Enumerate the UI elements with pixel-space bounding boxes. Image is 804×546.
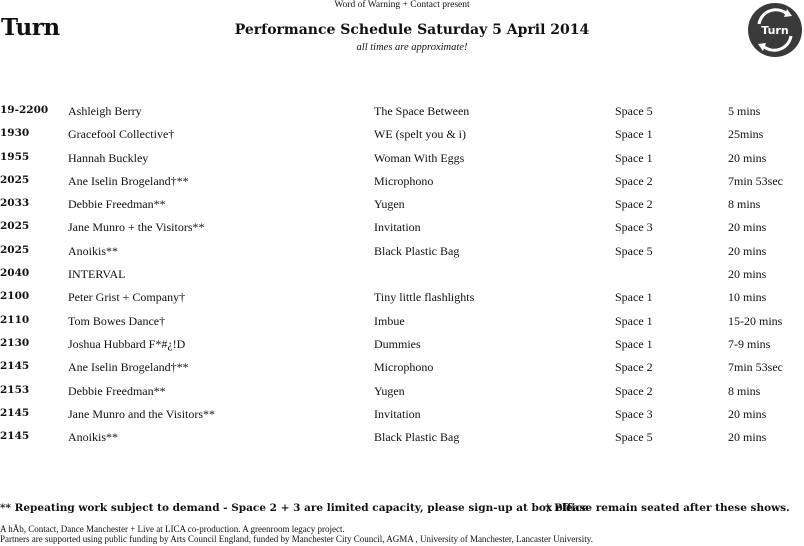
schedule-table: [0, 104, 804, 453]
duration-cell: 7-9 mins: [728, 336, 771, 351]
time-cell: 2145: [0, 406, 30, 419]
time-cell: 2153: [0, 383, 30, 396]
artist-cell: Gracefool Collective†: [68, 127, 175, 142]
time-cell: 2025: [0, 220, 30, 233]
space-cell: Space 5: [615, 243, 653, 258]
space-cell: Space 2: [615, 173, 653, 188]
time-cell: 2110: [0, 313, 30, 326]
work-cell: Dummies: [374, 336, 421, 351]
duration-cell: 20 mins: [728, 267, 767, 282]
table-row: [0, 174, 804, 197]
artist-cell: INTERVAL: [68, 267, 126, 282]
duration-cell: 8 mins: [728, 383, 761, 398]
duration-cell: 8 mins: [728, 197, 761, 212]
work-cell: Yugen: [374, 383, 405, 398]
table-row: [0, 337, 804, 360]
space-cell: Space 5: [615, 430, 653, 445]
page-subtitle: all times are approximate!: [356, 42, 468, 53]
notes: [0, 502, 804, 514]
time-cell: 2130: [0, 336, 30, 349]
artist-cell: Debbie Freedman**: [68, 197, 166, 212]
work-cell: Invitation: [374, 406, 421, 421]
time-cell: 1955: [0, 150, 30, 163]
table-row: [0, 267, 804, 290]
work-cell: Black Plastic Bag: [374, 243, 460, 258]
work-cell: Imbue: [374, 313, 405, 328]
space-cell: Space 3: [615, 220, 653, 235]
table-row: [0, 430, 804, 453]
artist-cell: Tom Bowes Dance†: [68, 313, 166, 328]
time-cell: 2040: [0, 267, 30, 280]
table-row: [0, 104, 804, 127]
duration-cell: 15-20 mins: [728, 313, 783, 328]
turn-logo-icon: [747, 2, 803, 58]
space-cell: Space 1: [615, 150, 653, 165]
brand-title: Turn: [1, 14, 60, 41]
work-cell: Black Plastic Bag: [374, 430, 460, 445]
work-cell: Invitation: [374, 220, 421, 235]
time-cell: 19-2200: [0, 104, 49, 116]
space-cell: Space 1: [615, 336, 653, 351]
artist-cell: Anoikis**: [68, 430, 119, 445]
time-cell: 2145: [0, 430, 30, 443]
time-cell: 2025: [0, 173, 30, 186]
table-row: [0, 151, 804, 174]
space-cell: Space 2: [615, 197, 653, 212]
duration-cell: 25mins: [728, 127, 764, 142]
artist-cell: Hannah Buckley: [68, 150, 149, 165]
space-cell: Space 5: [615, 104, 653, 118]
artist-cell: Ane Iselin Brogeland†**: [68, 173, 189, 188]
credits-line: Partners are supported using public funding by Arts Council England, funded by Manchester City Council, AGMA , University of Manchester, Lancaster University.: [0, 534, 593, 544]
artist-cell: Anoikis**: [68, 243, 119, 258]
work-cell: Woman With Eggs: [374, 150, 465, 165]
table-row: [0, 244, 804, 267]
credits-line: A hÅb, Contact, Dance Manchester + Live at LICA co-production. A greenroom legacy project.: [0, 524, 345, 534]
duration-cell: 7min 53sec: [728, 360, 783, 375]
repeat-note: ** Repeating work subject to demand - Space 2 + 3 are limited capacity, please sign-up at box office: [0, 502, 589, 514]
duration-cell: 5 mins: [728, 104, 761, 118]
time-cell: 2145: [0, 360, 30, 373]
work-cell: Tiny little flashlights: [374, 290, 475, 305]
table-row: [0, 220, 804, 243]
space-cell: Space 1: [615, 290, 653, 305]
duration-cell: 20 mins: [728, 406, 767, 421]
work-cell: WE (spelt you & i): [374, 127, 466, 142]
table-row: [0, 384, 804, 407]
duration-cell: 20 mins: [728, 430, 767, 445]
artist-cell: Ashleigh Berry: [68, 104, 142, 118]
artist-cell: Joshua Hubbard F*#¿!D: [68, 336, 186, 351]
table-row: [0, 197, 804, 220]
time-cell: 2025: [0, 243, 30, 256]
artist-cell: Jane Munro + the Visitors**: [68, 220, 205, 235]
work-cell: The Space Between: [374, 104, 470, 118]
time-cell: 2100: [0, 290, 30, 303]
artist-cell: Jane Munro and the Visitors**: [68, 406, 216, 421]
artist-cell: Ane Iselin Brogeland†**: [68, 360, 189, 375]
space-cell: Space 3: [615, 406, 653, 421]
work-cell: Microphono: [374, 360, 434, 375]
space-cell: Space 2: [615, 383, 653, 398]
table-row: [0, 360, 804, 383]
duration-cell: 20 mins: [728, 243, 767, 258]
duration-cell: 7min 53sec: [728, 173, 783, 188]
space-cell: Space 1: [615, 313, 653, 328]
artist-cell: Debbie Freedman**: [68, 383, 166, 398]
table-row: [0, 290, 804, 313]
work-cell: Yugen: [374, 197, 405, 212]
time-cell: 2033: [0, 197, 30, 210]
artist-cell: Peter Grist + Company†: [68, 290, 186, 305]
seated-note: † Please remain seated after these shows.: [545, 502, 790, 514]
time-cell: 1930: [0, 127, 30, 140]
work-cell: Microphono: [374, 173, 434, 188]
table-row: [0, 127, 804, 150]
credits: [0, 524, 593, 544]
table-row: [0, 314, 804, 337]
page-title: Performance Schedule Saturday 5 April 2014: [234, 22, 590, 38]
duration-cell: 20 mins: [728, 220, 767, 235]
duration-cell: 20 mins: [728, 150, 767, 165]
presenter-line: Word of Warning + Contact present: [334, 0, 470, 10]
space-cell: Space 1: [615, 127, 653, 142]
space-cell: Space 2: [615, 360, 653, 375]
logo-text: Turn: [761, 24, 789, 37]
duration-cell: 10 mins: [728, 290, 767, 305]
table-row: [0, 407, 804, 430]
